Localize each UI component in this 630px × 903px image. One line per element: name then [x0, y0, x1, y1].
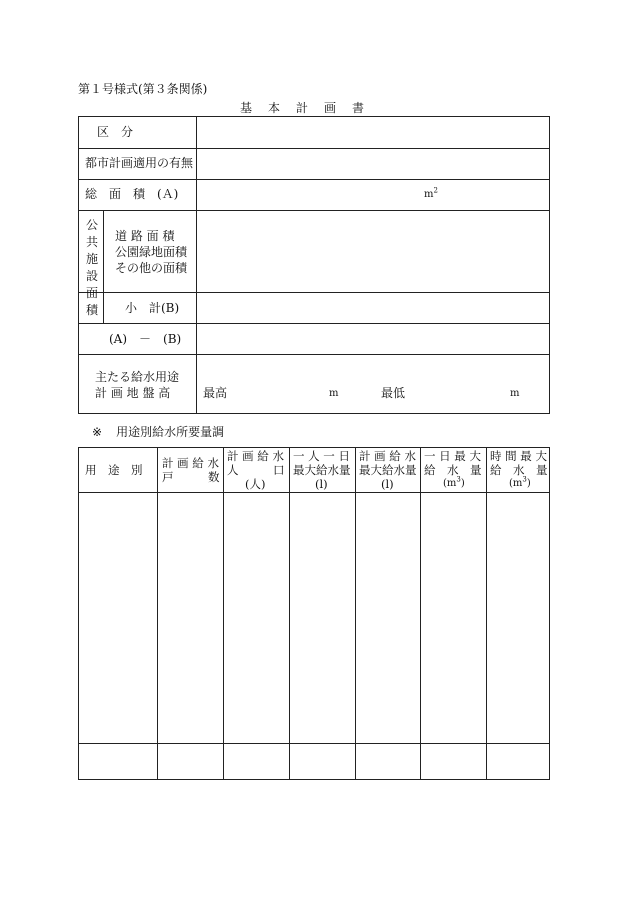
row-divider	[79, 148, 549, 149]
col-households-header-1: 計 画 給 水	[162, 456, 219, 470]
column-divider	[289, 448, 290, 779]
row-divider	[79, 179, 549, 180]
col-hourly-max-header-2: 給 水 量	[490, 463, 548, 477]
col-plan-max-unit: (l)	[381, 477, 394, 491]
col-hourly-max-unit: $(m^3)$	[509, 475, 531, 489]
min-height-unit: m	[510, 388, 520, 399]
col-population-header-2: 人 口	[227, 463, 285, 477]
col-households-header-2: 戸 数	[162, 470, 220, 484]
row-divider	[79, 354, 549, 355]
col-population-unit: (人)	[245, 477, 266, 491]
road-area-label: 道 路 面 積	[115, 229, 175, 243]
col-per-capita-header-2: 最大給水量	[293, 463, 351, 477]
column-divider	[223, 448, 224, 779]
col-hourly-max-header-1: 時 間 最 大	[490, 449, 547, 463]
difference-label: (A) － (B)	[109, 332, 182, 346]
note-text: 用途別給水所要量調	[116, 425, 225, 439]
total-area-label: 総 面 積 (Ａ)	[85, 187, 179, 201]
col-per-capita-header-1: 一 人 一 日	[293, 449, 350, 463]
park-area-label: 公園緑地面積	[115, 245, 188, 259]
max-height-unit: m	[329, 388, 339, 399]
row-divider	[79, 210, 549, 211]
col-per-capita-unit: (l)	[315, 477, 328, 491]
column-divider	[196, 117, 197, 413]
col-daily-max-header-1: 一 日 最 大	[424, 449, 481, 463]
subtotal-label: 小 計(B)	[125, 301, 180, 315]
col-plan-max-header-2: 最大給水量	[359, 463, 417, 477]
col-daily-max-header-2: 給 水 量	[424, 463, 482, 477]
row-divider	[79, 292, 549, 293]
col-use-header: 用 途 別	[85, 463, 143, 477]
other-area-label: その他の面積	[115, 261, 188, 275]
max-height-label: 最高	[203, 386, 228, 400]
water-demand-table	[78, 447, 550, 780]
column-divider	[420, 448, 421, 779]
main-use-label: 主たる給水用途	[95, 370, 180, 384]
header-divider	[79, 492, 549, 493]
city-planning-label: 都市計画適用の有無	[85, 156, 194, 170]
min-height-label: 最低	[381, 386, 406, 400]
public-facility-area-label: 公 共 施 設 面 積	[85, 218, 98, 317]
col-population-header-1: 計 画 給 水	[227, 449, 284, 463]
form-number: 第１号様式(第３条関係)	[78, 82, 208, 96]
column-divider	[355, 448, 356, 779]
col-daily-max-unit: $(m^3)$	[443, 475, 465, 489]
column-divider	[103, 210, 104, 323]
col-plan-max-header-1: 計 画 給 水	[359, 449, 416, 463]
row-divider	[79, 323, 549, 324]
document-title: 基本計画書	[240, 101, 381, 115]
ground-height-label: 計 画 地 盤 高	[95, 386, 171, 400]
note-mark: ※	[92, 425, 103, 439]
basic-plan-table	[78, 116, 550, 414]
category-label: 区 分	[97, 125, 134, 139]
water-demand-note	[92, 423, 224, 440]
total-area-unit: $m^2$	[424, 186, 438, 200]
column-divider	[486, 448, 487, 779]
column-divider	[157, 448, 158, 779]
row-divider	[79, 743, 549, 744]
